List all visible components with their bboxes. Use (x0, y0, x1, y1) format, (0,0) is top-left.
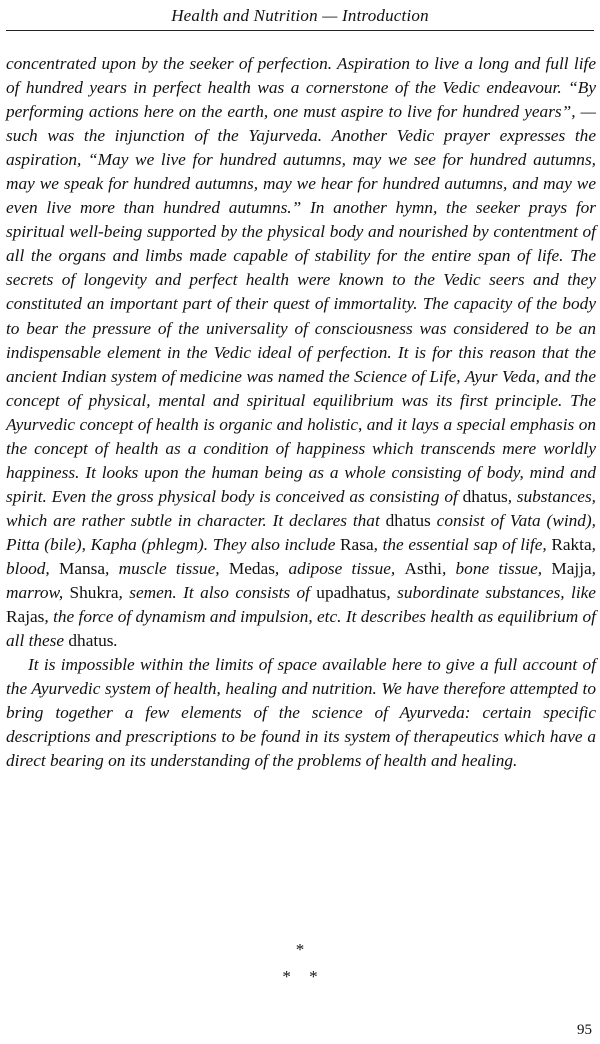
paragraph-1 (6, 52, 596, 653)
term-rajas: Rajas (6, 607, 45, 627)
term-mansa: Mansa (58, 558, 106, 578)
segment: , adipose tissue, (274, 558, 405, 578)
segment: , semen. It also consists of (118, 583, 317, 603)
term-rasa: Rasa (340, 534, 374, 554)
page-number: 95 (577, 1022, 592, 1038)
segment: , the essential sap of life, (373, 534, 552, 554)
term-dhatus: dhatus (68, 631, 114, 651)
term-majja: Majja (551, 558, 592, 578)
segment: , the force of dynamism and impulsion, etc. It describes health as equilibrium of all these (6, 607, 596, 651)
paragraph-2: It is impossible within the limits of space available here to give a full account of the Ayurvedic system of health, healing and nutrition. We have therefore attempted to bring together a few elements of the science of Ayurveda: certain specific descriptions and prescriptions to be found in its system of therapeutics which have a direct bearing on its understanding of the problems of health and healing. (6, 655, 596, 771)
header-rule (6, 30, 594, 31)
running-header: Health and Nutrition — Introduction (171, 6, 429, 25)
term-medas: Medas (228, 558, 275, 578)
segment: , bone tissue, (441, 558, 552, 578)
segment: , subordinate substances, like (386, 583, 596, 603)
segment: , substances, which are rather subtle in character. It declares that (6, 486, 597, 530)
asterism-top: * (295, 940, 305, 959)
term-asthi: Asthi (404, 558, 442, 578)
segment: , blood, (6, 534, 596, 578)
segment: consist of Vata (wind), Pitta (bile), Kapha (phlegm). They also include (6, 510, 596, 554)
segment: concentrated upon by the seeker of perfection. Aspiration to live a long and full life of hundred years in perfect health was a cornerstone of the Vedic endeavour. “By performing actions here on the earth, one must aspire to live for hundred years”, — such was the injunction of the Yajurveda. Another Vedic prayer expresses the aspiration, “May we live for hundred autumns, may we see for hundred autumns, may we speak for hundred autumns, may we hear for hundred autumns, and may we even live more than hundred autumns.” In another hymn, the seeker prays for spiritual well-being supported by the physical body and nourished by contentment of all the organs and limbs made capable of stability for the entire span of life. The secrets of longevity and perfect health were known to the Vedic seers and they constituted an important part of their quest of immortality. The capacity of the body to bear the pressure of the universality of consciousness was considered to be an indispensable element in the Vedic ideal of perfection. It is for this reason that the ancient Indian system of medicine was named the Science of Life, Ayur Veda, and the concept of physical, mental and spiritual equilibrium was its first principle. The Ayurvedic concept of health is organic and holistic, and it lays a special emphasis on the concept of health as a condition of happiness which transcends mere worldly happiness. It looks upon the human being as a whole consisting of body, mind and spirit. Even the gross physical body is conceived as consisting of (6, 54, 596, 506)
term-dhatus: dhatus (462, 486, 508, 506)
segment: , marrow, (6, 558, 596, 603)
asterism-bottom: * * (282, 967, 318, 986)
term-rakta: Rakta (551, 534, 592, 554)
segment: . (113, 631, 118, 651)
term-upadhatus: upadhatus (316, 583, 387, 603)
main-text (6, 52, 596, 773)
term-dhatus: dhatus (385, 510, 431, 530)
term-shukra: Shukra (69, 583, 119, 603)
segment: , muscle tissue, (105, 558, 229, 578)
